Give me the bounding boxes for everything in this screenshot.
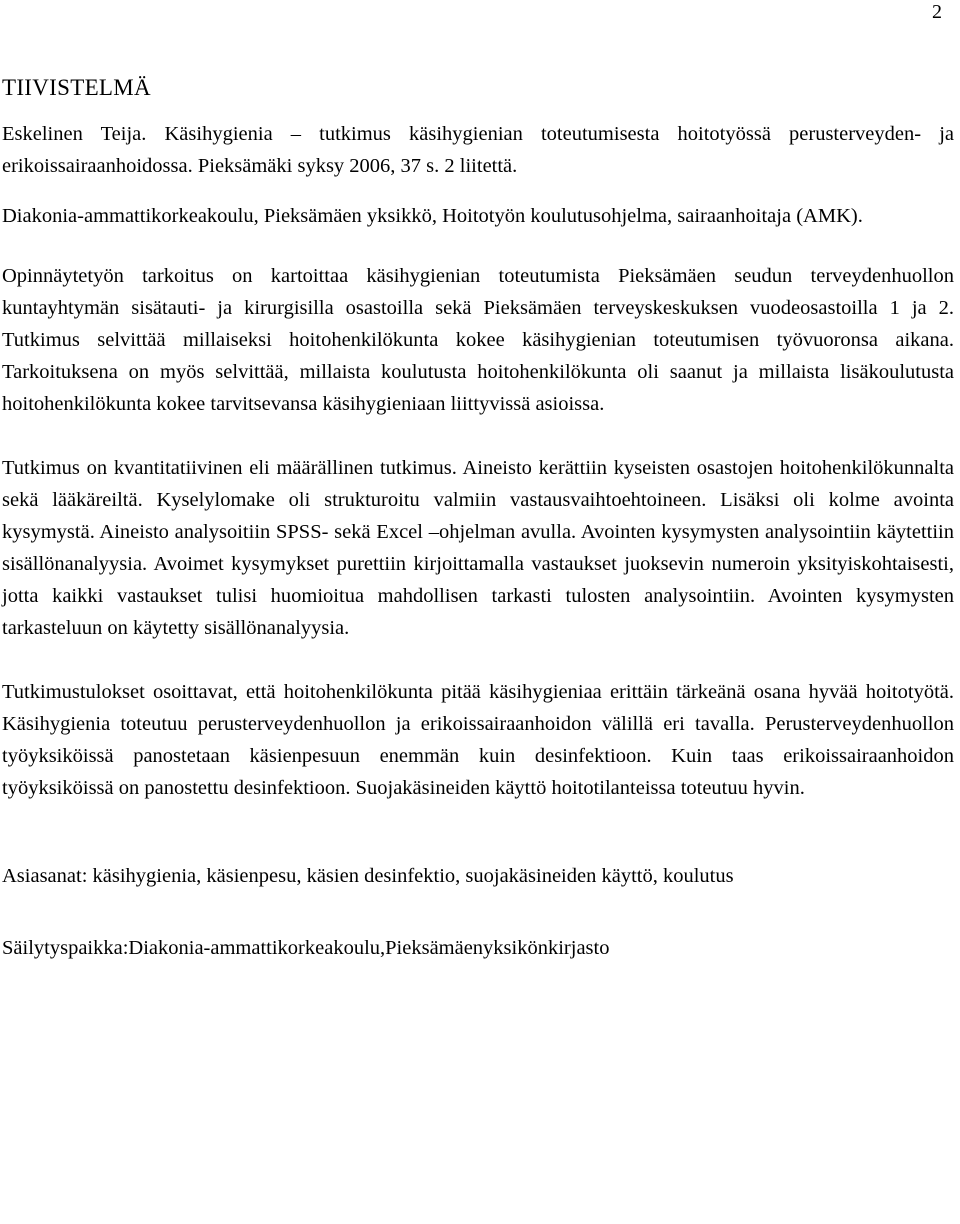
citation-paragraph: Eskelinen Teija. Käsihygienia – tutkimus käsihygienian toteutumisesta hoitotyössä perusterveyden- ja erikoissairaanhoidossa. Pieksämäki syksy 2006, 37 s. 2 liitettä.: [2, 123, 954, 177]
method-paragraph: Tutkimus on kvantitatiivinen eli määrällinen tutkimus. Aineisto kerättiin kyseisten osastojen hoitohenkilökunnalta sekä lääkäreiltä. Kyselylomake oli strukturoitu valmiin vastausvaihtoehtoineen. Lisäksi oli kolme avointa kysymystä. Aineisto analysoitiin SPSS- sekä Excel –ohjelman avulla. Avointen kysymysten analysointiin käytettiin sisällönanalyysia. Avoimet kysymykset purettiin kirjoittamalla vastaukset juoksevin numeroin yksityiskohtaisesti, jotta kaikki vastaukset tulisi huomioitua mahdollisen tarkasti tulosten analysointiin. Avointen kysymysten tarkasteluun on käytetty sisällönanalyysia.: [2, 457, 954, 639]
storage-location: Säilytyspaikka:Diakonia-ammattikorkeakoulu,Pieksämäenyksikönkirjasto: [2, 937, 610, 959]
abstract-page: [0, 72, 956, 964]
institution-paragraph: Diakonia-ammattikorkeakoulu, Pieksämäen yksikkö, Hoitotyön koulutusohjelma, sairaanhoitaja (AMK).: [2, 205, 863, 227]
page-title: TIIVISTELMÄ: [2, 75, 151, 100]
results-paragraph: Tutkimustulokset osoittavat, että hoitohenkilökunta pitää käsihygieniaa erittäin tärkeänä osana hyvää hoitotyötä. Käsihygienia toteutuu perusterveydenhuollon ja erikoissairaanhoidon välillä eri tavalla. Perusterveydenhuollon työyksiköissä panostetaan käsienpesuun enemmän kuin desinfektioon. Kuin taas erikoissairaanhoidon työyksiköissä on panostettu desinfektioon. Suojakäsineiden käyttö hoitotilanteissa toteutuu hyvin.: [2, 681, 954, 799]
keywords-paragraph: Asiasanat: käsihygienia, käsienpesu, käsien desinfektio, suojakäsineiden käyttö, koulutus: [2, 865, 734, 887]
purpose-paragraph: Opinnäytetyön tarkoitus on kartoittaa käsihygienian toteutumista Pieksämäen seudun terveydenhuollon kuntayhtymän sisätauti- ja kirurgisilla osastoilla sekä Pieksämäen terveyskeskuksen vuodeosastoilla 1 ja 2. Tutkimus selvittää millaiseksi hoitohenkilökunta kokee käsihygienian toteutumisen työvuoronsa aikana. Tarkoituksena on myös selvittää, millaista koulutusta hoitohenkilökunta oli saanut ja millaista lisäkoulutusta hoitohenkilökunta kokee tarvitsevansa käsihygieniaan liittyvissä asioissa.: [2, 265, 954, 415]
page-number: 2: [932, 1, 942, 23]
